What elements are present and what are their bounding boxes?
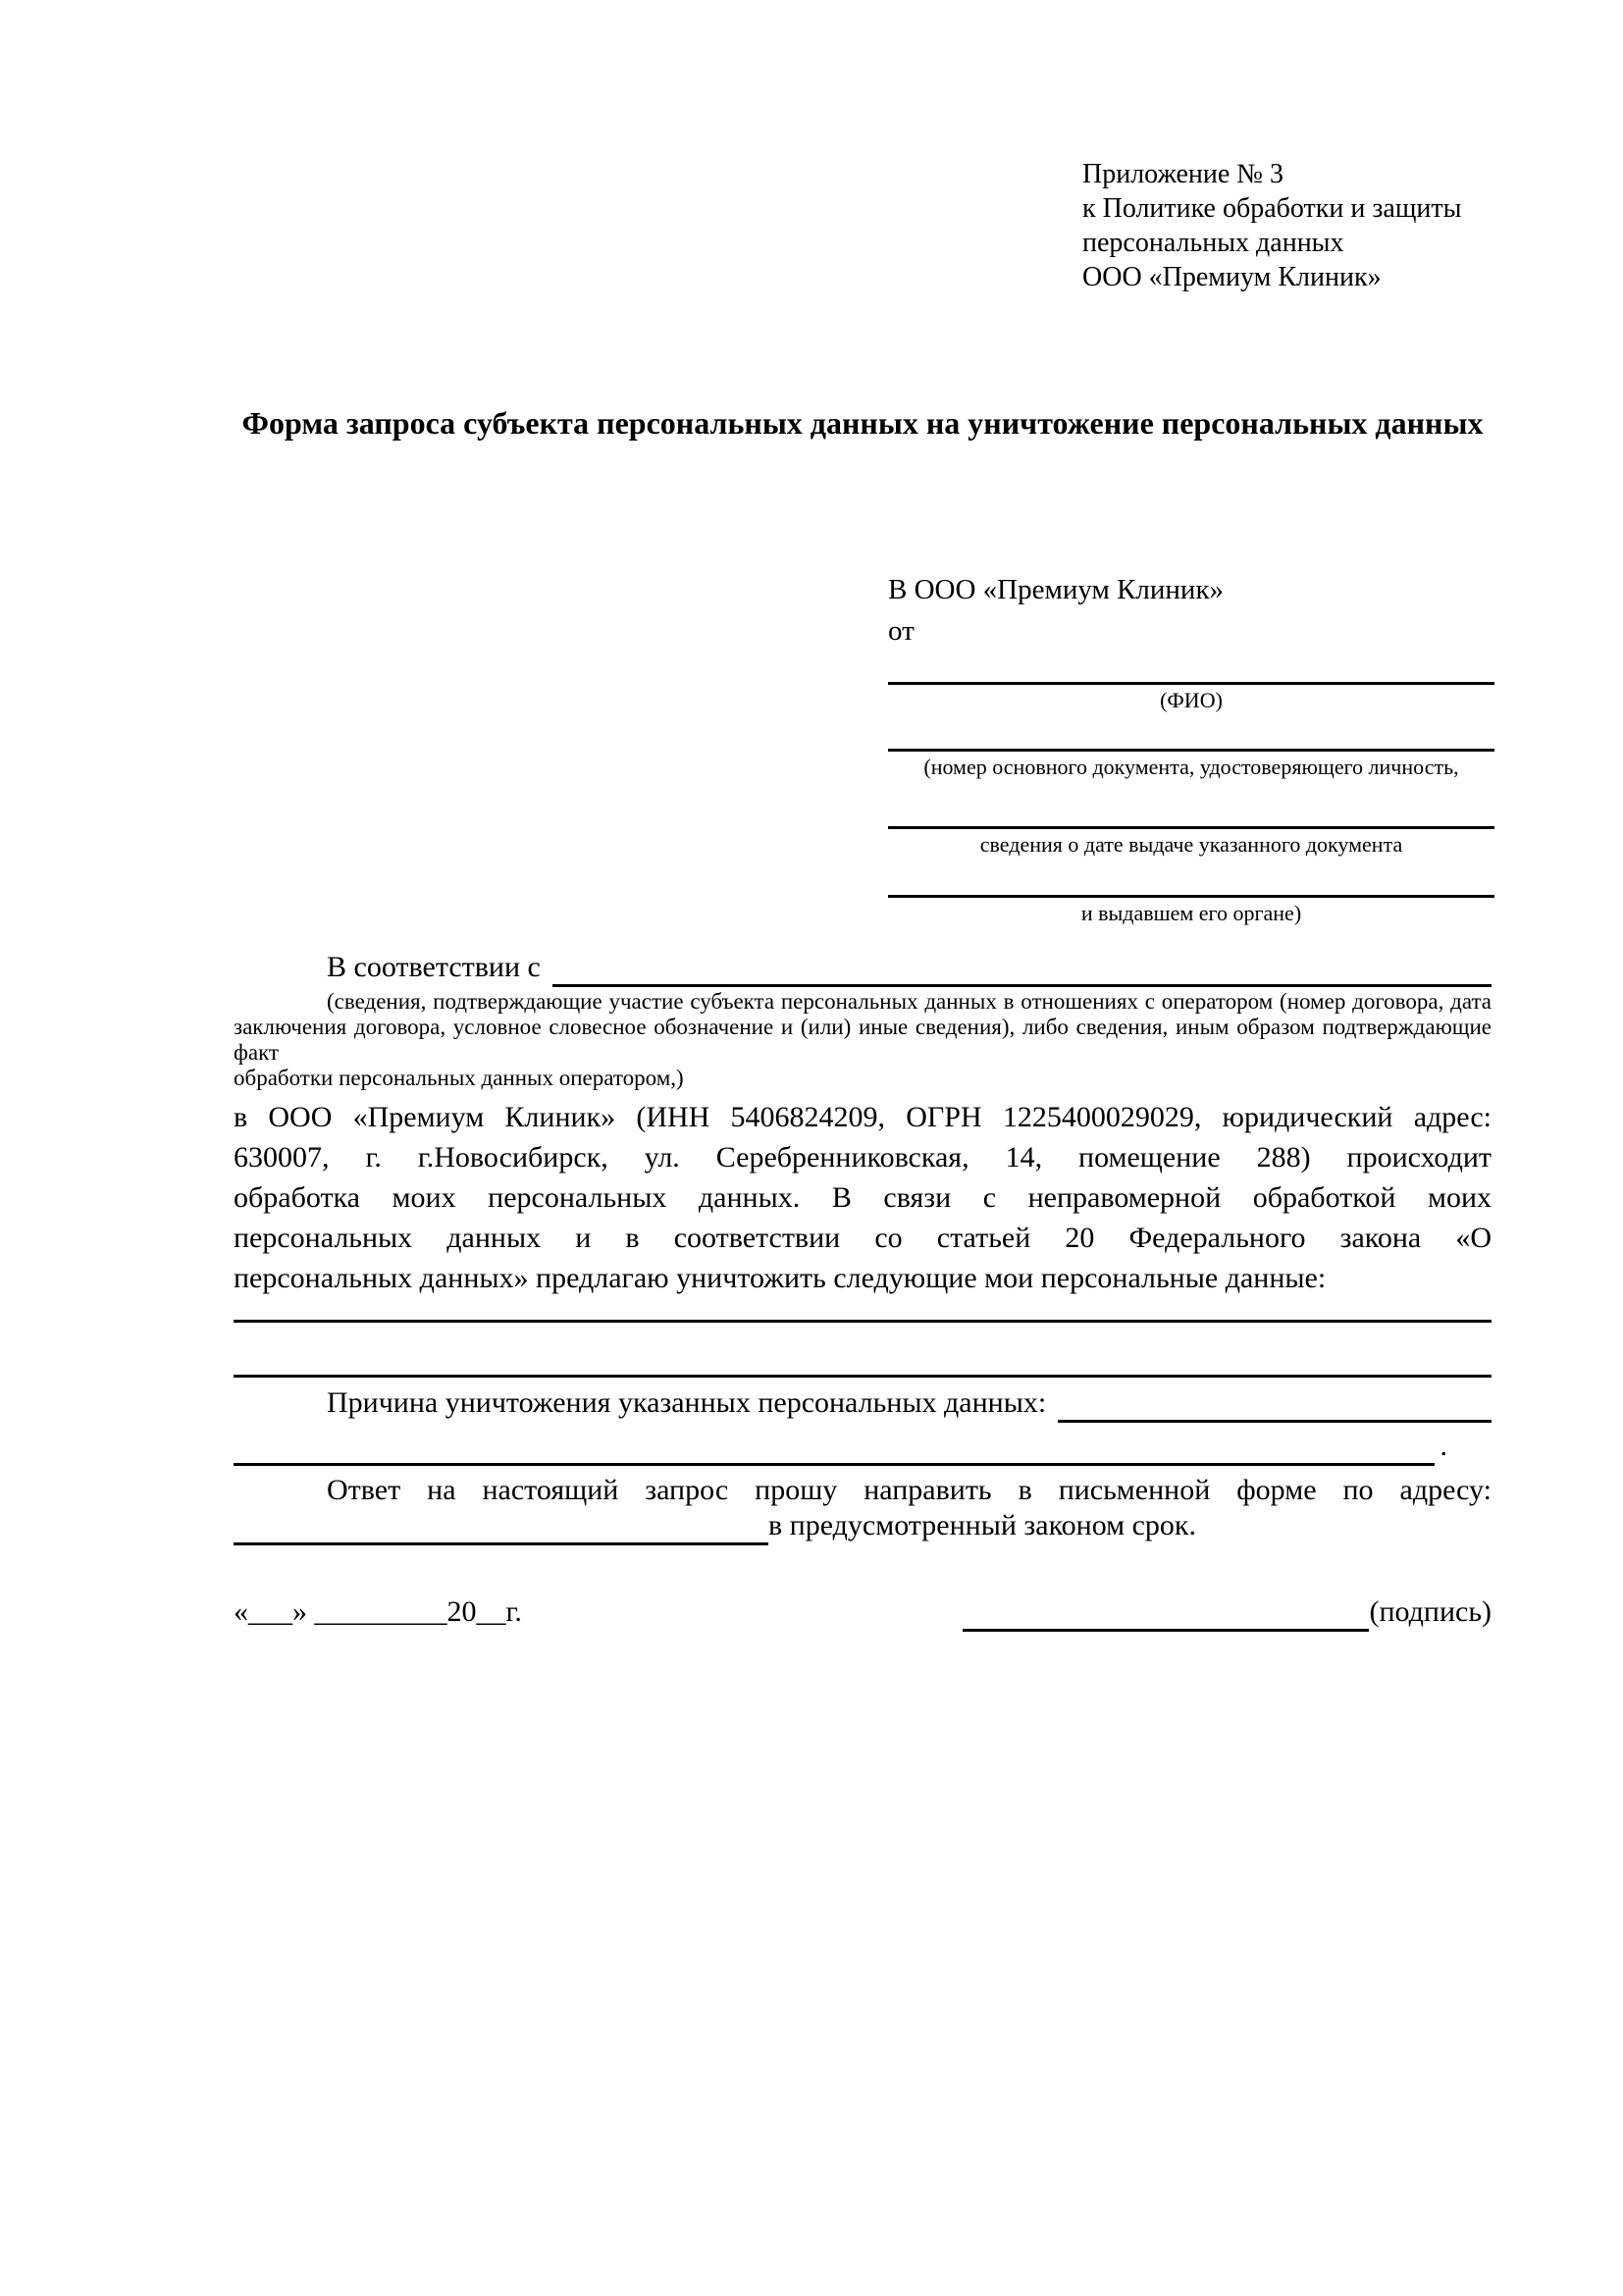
signature-caption: (подпись) xyxy=(1369,1595,1492,1628)
signature-blank-line xyxy=(963,1629,1369,1632)
addressee-to: В ООО «Премиум Клиник» xyxy=(888,574,1225,605)
small-print-line: заключения договора, условное словесное обозначение и (или) иные сведения), либо сведения, иным образом подтверждающие факт xyxy=(234,1015,1492,1065)
reason-line xyxy=(234,1378,1492,1423)
date-signature-row xyxy=(234,1592,1492,1632)
main-paragraph-line: в ООО «Премиум Клиник» (ИНН 5406824209, ОГРН 1225400029029, юридический адрес: xyxy=(234,1101,1492,1133)
page-title: Форма запроса субъекта персональных данных на уничтожение персональных данных xyxy=(241,405,1484,441)
accordance-blank-line xyxy=(552,984,1492,987)
signature-group xyxy=(963,1592,1492,1632)
main-paragraph-line: персональных данных» предлагаю уничтожить следующие мои персональные данные: xyxy=(234,1262,1327,1294)
address-blank-line xyxy=(234,1542,768,1545)
small-print-line: обработки персональных данных оператором,) xyxy=(234,1066,684,1090)
main-paragraph xyxy=(234,1097,1492,1298)
reason-continuation-line xyxy=(234,1423,1492,1466)
accordance-prefix: В соответствии с xyxy=(327,951,541,983)
main-paragraph-line: 630007, г. г.Новосибирск, ул. Серебренниковская, 14, помещение 288) происходит xyxy=(234,1141,1492,1174)
appendix-header-line: ООО «Премиум Клиник» xyxy=(1082,262,1382,292)
appendix-header-line: персональных данных xyxy=(1082,228,1344,258)
small-print-note xyxy=(234,989,1492,1091)
data-blank-line xyxy=(234,1298,1492,1323)
appendix-header xyxy=(1082,157,1514,294)
issue-date-field xyxy=(888,780,1494,858)
answer-address-line xyxy=(234,1510,1492,1545)
document-number-caption: (номер основного документа, удостоверяющего личность, xyxy=(923,755,1459,779)
data-blank-line xyxy=(234,1323,1492,1378)
fio-caption: (ФИО) xyxy=(1160,688,1223,712)
document-number-blank-line xyxy=(888,713,1494,752)
reason-blank-line xyxy=(1058,1420,1492,1423)
body-section xyxy=(234,950,1492,1632)
issue-date-caption: сведения о дате выдаче указанного документа xyxy=(979,832,1403,857)
fio-blank-line xyxy=(888,649,1494,685)
answer-tail-text: в предусмотренный законом срок. xyxy=(768,1509,1196,1541)
answer-request-line: Ответ на настоящий запрос прошу направить в письменной форме по адресу: xyxy=(327,1474,1492,1506)
main-paragraph-line: персональных данных и в соответствии со статьей 20 Федерального закона «О xyxy=(234,1222,1492,1254)
issue-date-blank-line xyxy=(888,780,1494,829)
issuing-authority-field xyxy=(888,858,1494,926)
fio-field xyxy=(888,649,1494,713)
addressee-block xyxy=(888,572,1494,926)
addressee-from: от xyxy=(888,615,915,647)
document-number-field xyxy=(888,713,1494,780)
reason-period: . xyxy=(1440,1430,1447,1462)
issuing-authority-caption: и выдавшем его органе) xyxy=(1080,901,1302,925)
date-line: «___» _________20__г. xyxy=(234,1595,522,1628)
main-paragraph-line: обработка моих персональных данных. В связи с неправомерной обработкой моих xyxy=(234,1181,1492,1214)
appendix-header-line: к Политике обработки и защиты xyxy=(1082,193,1462,224)
issuing-authority-blank-line xyxy=(888,858,1494,898)
reason-label: Причина уничтожения указанных персональных данных: xyxy=(327,1386,1047,1419)
appendix-header-line: Приложение № 3 xyxy=(1082,159,1283,189)
accordance-line xyxy=(234,950,1492,987)
reason-blank-line-2 xyxy=(234,1463,1435,1466)
small-print-line: (сведения, подтверждающие участие субъекта персональных данных в отношениях с оператором (номер договора, дата xyxy=(327,989,1492,1014)
